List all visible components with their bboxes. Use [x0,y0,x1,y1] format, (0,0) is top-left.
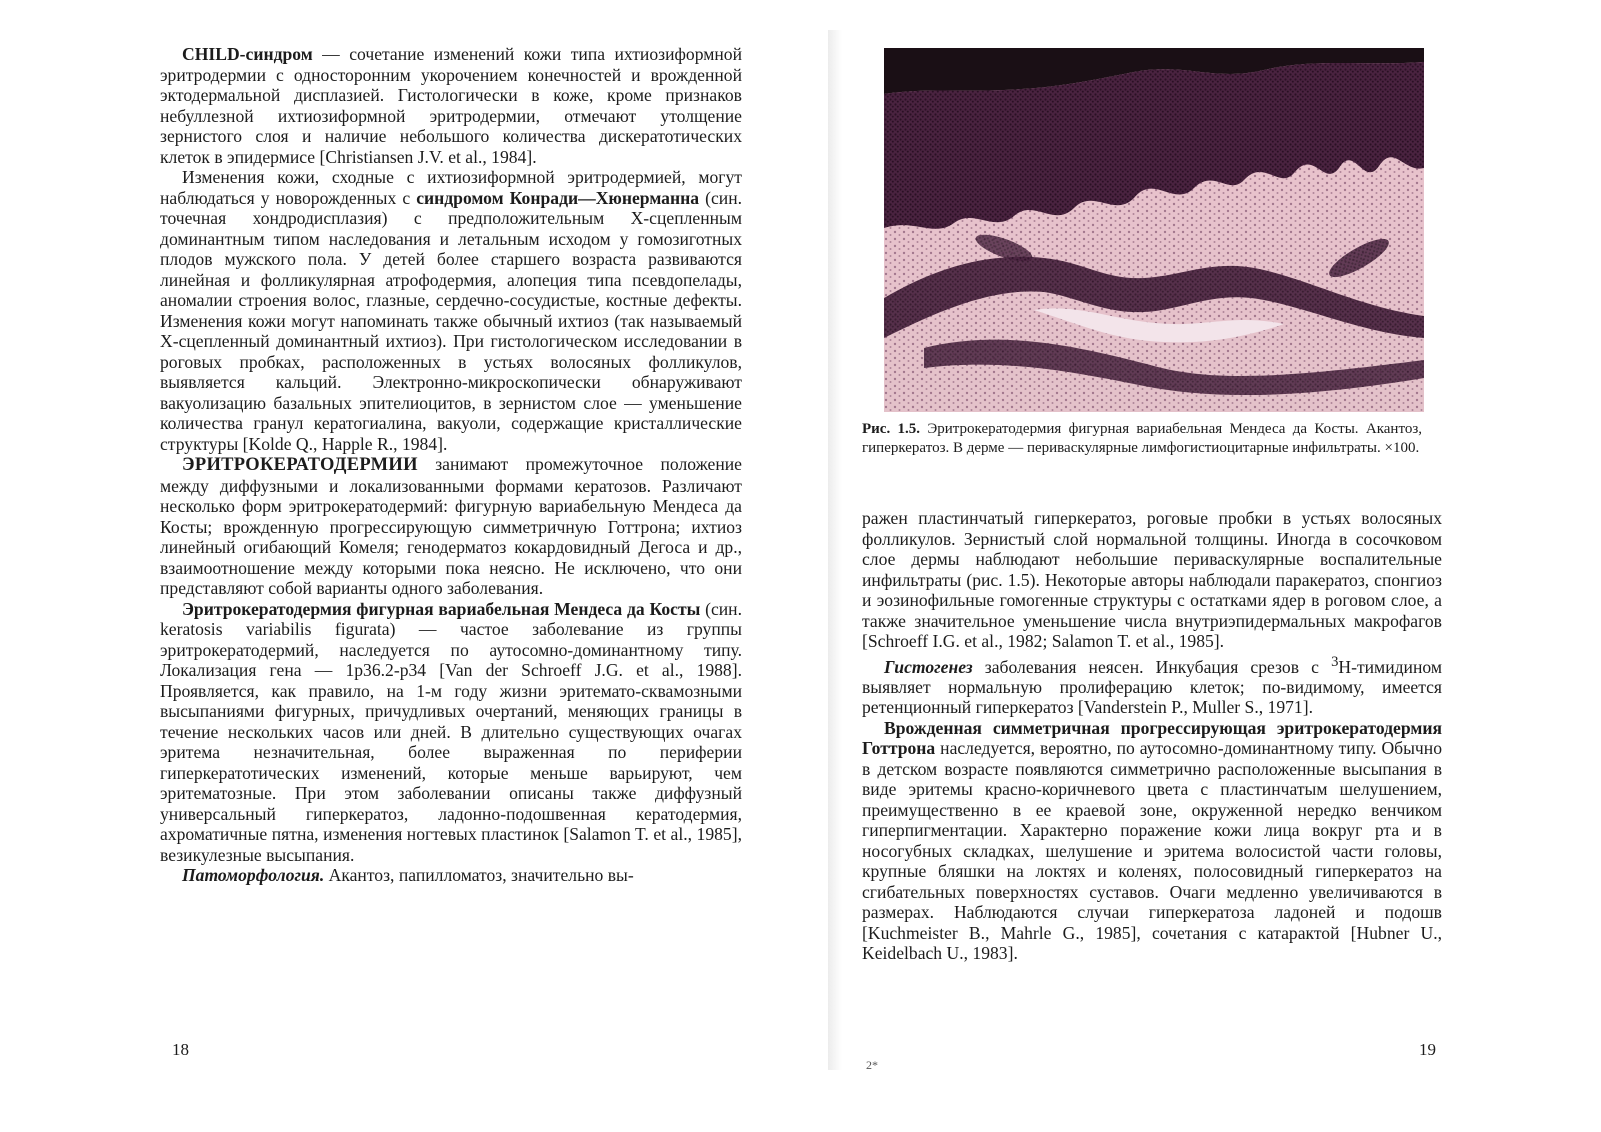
page-number-right: 19 [1419,1040,1436,1059]
paragraph-histogenesis [862,652,1442,718]
term-child-syndrome: CHILD-синдром [182,44,313,64]
paragraph-text: — сочетание изменений кожи типа ихтиозиформной эритродермии с односторонним укорочением конечностей и врожденной эктодермальной дисплазией. Гистологически в коже, кроме признаков небуллезной ихтиозиформной эритродермии, отмечают утолщение зернистого слоя и наличие небольшого количества дискератотических клеток в эпидермисе [Christiansen J.V. et al., 1984]. [160,44,742,167]
paragraph-erythrokeratodermias [160,454,742,599]
right-text-column [862,508,1442,964]
paragraph-pathomorphology [160,865,742,886]
figure-caption-text: Эритрокератодермия фигурная вариабельная Мендеса да Косты. Акантоз, гиперкератоз. В дерме — периваскулярные лимфогистиоцитарные инфильтраты. ×100. [862,421,1422,456]
superscript-isotope: 3 [1331,653,1339,670]
histology-micrograph [884,48,1424,412]
paragraph-text: Акантоз, папилломатоз, значительно вы- [324,865,634,885]
left-text-column [160,44,742,886]
term-histogenesis: Гистогенез [884,656,973,677]
paragraph-text: Изменения кожи, сходные с ихтиозиформной эритродермией, могут наблюдаться у новорожденных с [160,167,742,208]
paragraph-text: (син. keratosis variabilis figurata) — частое заболевание из группы эритрокератодермий, наследуется по аутосомно-доминантному типу. Локализация гена — 1p36.2-p34 [Van der Schroeff J.G. et al., 1988]. Проявляется, как правило, на 1-м году жизни эритемато-сквамозными высыпаниями фигурных, причудливых очертаний, меняющих границы в течение нескольких часов или дней. В длительно существующих очагах эритема незначительная, более выраженная по периферии гиперкератотических изменений, которые меньше варьируют, чем эритематозные. При этом заболевании описаны также диффузный универсальный гиперкератоз, ладонно-подошвенная кератодермия, ахроматичные пятна, изменения ногтевых пластинок [Salamon T. et al., 1985], везикулезные высыпания. [160,598,742,865]
figure-caption [862,420,1422,458]
signature-mark: 2* [866,1058,878,1072]
paragraph-text: Н-тимидином выявляет нормальную пролиферацию клеток; по-видимому, имеется ретенционный гиперкератоз [Vanderstein P., Muller S., 1971]. [862,656,1442,718]
paragraph-mendes-da-costa [160,599,742,866]
term-gottron: Врожденная симметричная прогрессирующая эритрокератодермия Готтрона [862,717,1442,759]
paragraph-text: ражен пластинчатый гиперкератоз, роговые пробки в устьях волосяных фолликулов. Зернистый слой нормальной толщины. Иногда в сосочковом слое дермы наблюдают небольшие периваскулярные воспалительные инфильтраты (рис. 1.5). Некоторые авторы наблюдали паракератоз, спонгиоз и эозинофильные гомогенные структуры с остатками ядер в роговом слое, а также значительное уменьшение числа внутриэпидермальных макрофагов [Schroeff I.G. et al., 1982; Salamon T. et al., 1985]. [862,508,1442,651]
paragraph-text: (син. точечная хондродисплазия) с предположительным Х-сцепленным доминантным типом наследования и летальным исходом у гомозиготных плодов мужского пола. У детей более старшего возраста развиваются линейная и фолликулярная атрофодермия, алопеция типа псевдопелады, аномалии строения волос, глазные, сердечно-сосудистые, костные дефекты. Изменения кожи могут напоминать также обычный ихтиоз (так называемый Х-сцепленный доминантный ихтиоз). При гистологическом исследовании в роговых пробках, расположенных в устьях волосяных фолликулов, выявляется кальций. Электронно-микроскопически обнаруживают вакуолизацию базальных эпителиоцитов, в зернистом слое — уменьшение количества гранул кератогиалина, вакуоли, содержащие кристаллические структуры [Kolde Q., Happle R., 1984]. [160,187,743,454]
paragraph-continuation [862,508,1442,652]
gutter-shadow [828,30,842,1070]
figure-label: Рис. 1.5. [862,421,921,437]
page-number-left: 18 [172,1040,189,1059]
paragraph-text: наследуется, вероятно, по аутосомно-доминантному типу. Обычно в детском возрасте появляются симметрично расположенные высыпания в виде эритемы красно-коричневого цвета с пластинчатым шелушением, преимущественно в ее краевой зоне, окруженной нередко венчиком гиперпигментации. Характерно поражение кожи лица вокруг рта и в носогубных складках, шелушение и эритема волосистой части головы, крупные бляшки на локтях и коленях, полосовидный гиперкератоз на сгибательных поверхностях суставов. Очаги медленно увеличиваются в размерах. Наблюдаются случаи гиперкератоза ладоней и подошв [Kuchmeister B., Mahrle G., 1985], сочетания с катарактой [Hubner U., Keidelbach U., 1983]. [862,738,1442,964]
paragraph-text: занимают промежуточное положение между диффузными и локализованными формами кератозов. Различают несколько форм эритрокератодермий: фигурную вариабельную Мендеса да Косты; врожденную прогрессирующую симметричную Готтрона; ихтиоз линейный огибающий Комеля; генодерматоз кокардовидный Дегоса и др., взаимоотношение между которыми пока неясно. Не исключено, что они представляют собой варианты одного заболевания. [160,454,742,598]
paragraph-conradi [160,167,742,454]
micrograph-image [884,48,1424,412]
section-heading-erythrokeratodermias: ЭРИТРОКЕРАТОДЕРМИИ [182,455,418,475]
paragraph-text: заболевания неясен. Инкубация срезов с [972,656,1332,677]
term-pathomorphology: Патоморфология. [182,865,325,885]
paragraph-child-syndrome [160,44,742,167]
term-mendes-da-costa: Эритрокератодермия фигурная вариабельная Мендеса да Косты [182,598,701,619]
paragraph-gottron [862,718,1442,964]
term-conradi-syndrome: синдромом Конради—Хюнерманна [416,187,700,208]
